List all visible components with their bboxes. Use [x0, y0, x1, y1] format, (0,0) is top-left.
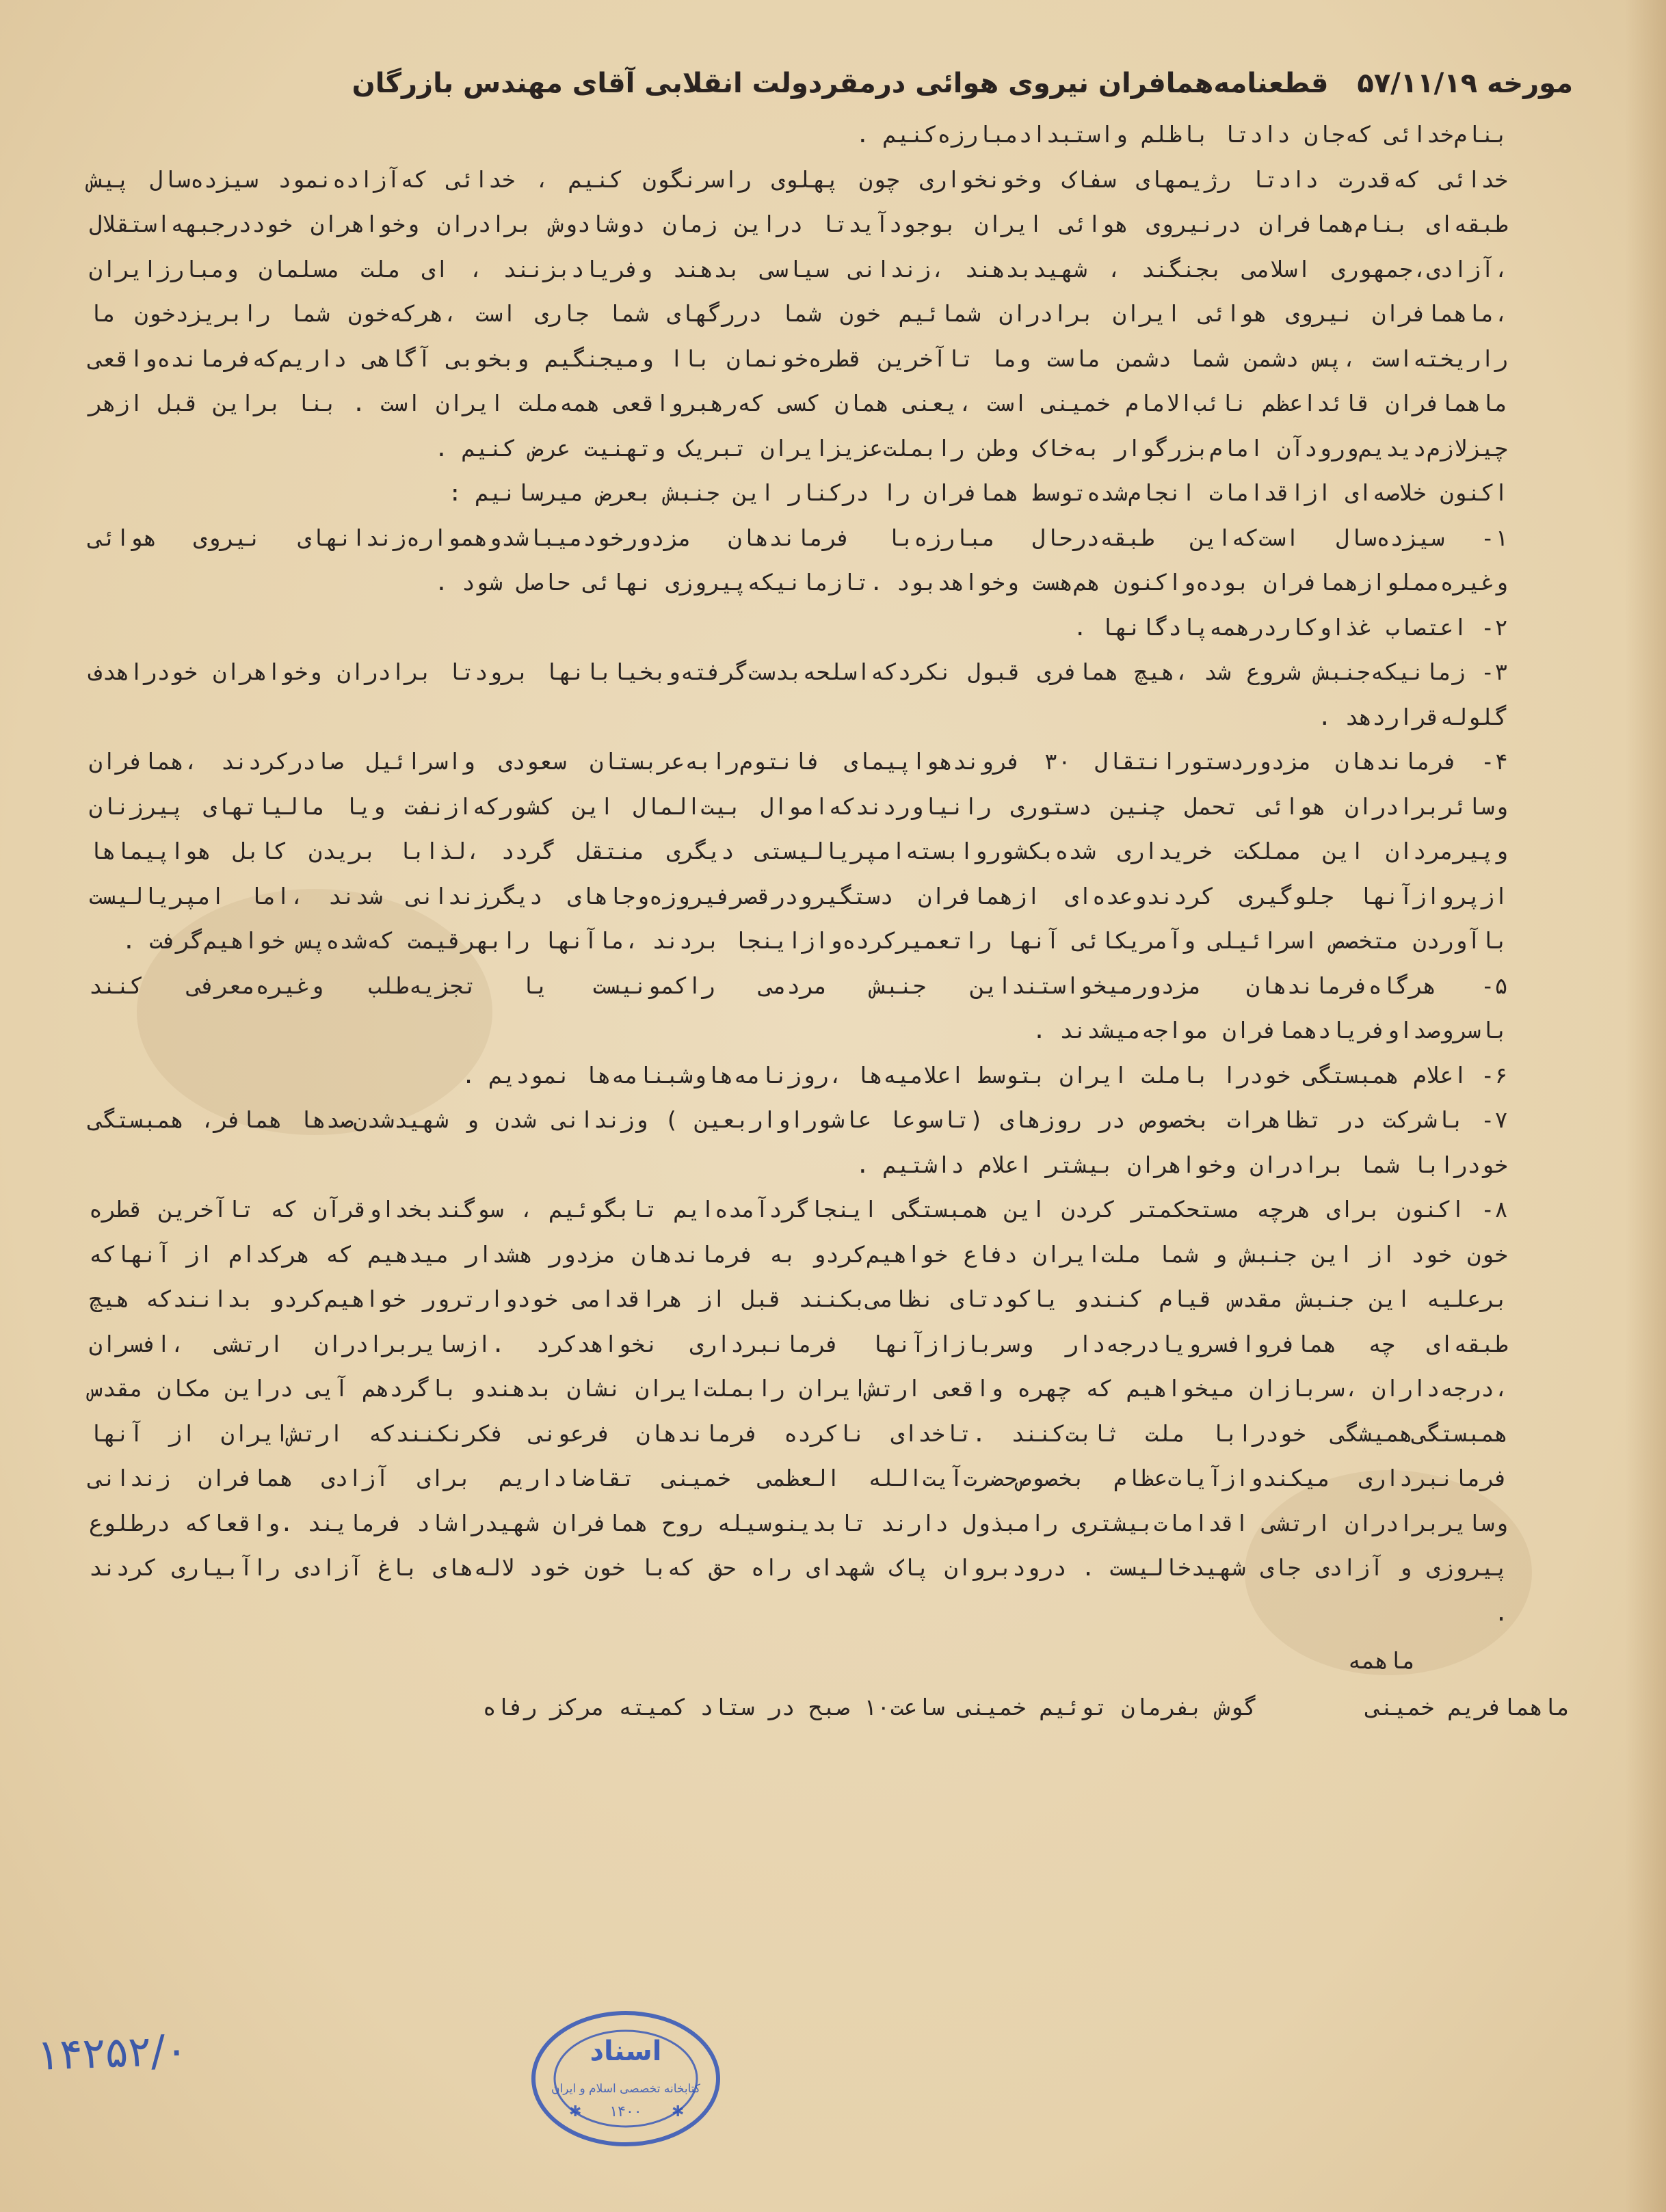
- footer-line: [89, 1684, 1573, 1731]
- paragraph-intro: خدائی که‌قدرت دادتا رژیمهای سفاک وخونخواری چون پهلوی راسرنگون کنیم ، خدائی که‌آزاده‌نمود سیزده‌سال پیش طبقه‌ای بنام‌همافران درنیروی هوائی ایران بوجودآیدتا دراین زمان دوشادوش برادران وخواهران خوددرجبهه‌استقلال ،آزادی،جمهوری اسلامی بجنگند ، شهیدبدهند ،زندانی سیاسی بدهند وفریادبزنند ، ای ملت مسلمان ومبارزایران ،ماهمافران نیروی هوائی ایران برادران شمائیم خون شما دررگهای شما جاری است ،هرکه‌خون شما رابریزدخون ما راریخته‌است ،پس دشمن شما دشمن ماست وما تاآخرین قطره‌خونمان باا ومیجنگیم وبخوبی آگاهی داریم‌که‌فرمانده‌واقعی ماهمافران قائداعظم نائب‌الامام خمینی است ،یعنی همان کسی که‌رهبرواقعی همه‌ملت ایران است . بنا براین قبل ازهر چیزلازم‌دیدیم‌ورودآن امام‌بزرگوار به‌خاک وطن رابملت‌عزیزایران تبریک وتهنیت عرض کنیم .: [89, 165, 1508, 462]
- paper-edge-shadow: [1625, 0, 1666, 2212]
- footer-slogan-2: گوش بفرمان توئیم خمینی: [958, 1694, 1258, 1720]
- paragraph-item-1: ۱- سیزده‌سال است‌که‌این طبقه‌درحال مبارزه‌با فرماندهان مزدورخودمیباشدوهمواره‌زندانهای نیروی هوائی وغیره‌مملوازهمافران بوده‌واکنون هم‌هست وخواهدبود .تازمانیکه‌پیروزی نهائی حاصل شود .: [89, 524, 1508, 596]
- stamp-ring-text: کتابخانه تخصصی اسلام و ایران: [551, 2082, 700, 2096]
- paragraph-summary-lead: اکنون خلاصه‌ای ازاقدامات انجام‌شده‌توسط همافران را درکنار این جنبش بعرض میرسانیم :: [448, 479, 1508, 506]
- footer-meeting-info: ساعت۱۰ صبح در ستاد کمیته مرکز رفاه: [482, 1694, 945, 1720]
- stamp-star-icon: ✱: [569, 2103, 582, 2120]
- stamp-year: ۱۴۰۰: [609, 2103, 642, 2120]
- paragraph-item-5: ۵- هرگاه‌فرماندهان مزدورمیخواستنداین جنبش مردمی راکمونیست یا تجزیه‌طلب وغیره‌معرفی کنند باسروصداوفریادهمافران مواجه‌میشدند .: [89, 972, 1508, 1043]
- document-date: مورخه ۵۷/۱۱/۱۹: [1357, 68, 1573, 99]
- document-title: قطعنامه‌همافران نیروی هوائی درمقردولت انقلابی آقای مهندس بازرگان: [352, 68, 1329, 99]
- salutation: بنام‌خدائی که‌جان دادتا باظلم واستبدادمبارزه‌کنیم .: [856, 121, 1508, 148]
- stamp-title: اسناد: [590, 2036, 662, 2067]
- handwritten-archive-number: ۱۴۲۵۲/۰: [36, 2025, 189, 2080]
- paragraph-item-3: ۳- زمانیکه‌جنبش شروع شد ،هیچ همافری قبول نکردکه‌اسلحه‌بدست‌گرفته‌وبخیابانها برودتا برادران وخواهران خودراهدف گلوله‌قراردهد .: [89, 658, 1508, 730]
- document-body: [89, 59, 1573, 1731]
- paragraph-item-7: ۷- باشرکت در تظاهرات بخصوص در روزهای (تاسوعا عاشوراواربعین ) وزندانی شدن و شهیدشدن‌صدها همافر، همبستگی خودرابا شما برادران وخواهران بیشتر اعلام داشتیم .: [89, 1106, 1508, 1178]
- paragraph-item-2: ۲- اعتصاب غذاوکاردرهمه‌پادگانها .: [1073, 613, 1508, 641]
- paragraph-item-4: ۴- فرماندهان مزدوردستورانتقال ۳۰ فروندهواپیمای فانتوم‌رابه‌عربستان سعودی واسرائیل صادرکردند ،همافران وسائربرادران هوائی تحمل چنین دستوری رانیاوردندکه‌اموال بیت‌المال این کشورکه‌ازنفت ویا مالیاتهای پیرزنان وپیرمردان این مملکت خریداری شده‌بکشوروابسته‌امپریالیستی دیگری منتقل گردد ،لذابا بریدن کابل هواپیماها ازپروازآنها جلوگیری کردندوعده‌ای ازهمافران دستگیرودرقصرفیروزه‌وجاهای دیگرزندانی شدند ،اما امپریالیست باآوردن متخصص اسرائیلی وآمریکائی آنها راتعمیرکرده‌وازاینجا بردند ،ماآنها رابهرقیمت که‌شده‌پس خواهیم‌گرفت .: [89, 748, 1508, 954]
- document-header: [89, 59, 1573, 108]
- footer-slogan-1: ماهمافریم خمینی: [1366, 1694, 1570, 1720]
- stamp-star-icon: ✱: [672, 2103, 685, 2120]
- paragraph-item-6: ۶- اعلام همبستگی خودرا باملت ایران بتوسط اعلامیه‌ها ،روزنامه‌هاوشبنامه‌ها نمودیم .: [462, 1061, 1508, 1089]
- signoff: ماهمه: [1347, 1647, 1416, 1674]
- paragraph-item-8: ۸- اکنون برای هرچه مستحکمتر کردن این همبستگی اینجاگردآمده‌ایم تابگوئیم ، سوگندبخداوقرآن که تاآخرین قطره خون خود از این جنبش و شما ملت‌ایران دفاع خواهیم‌کردو به فرماندهان مزدور هشدار میدهیم که هرکدام از آنهاکه برعلیه این جنبش مقدس قیام کنندو یاکودتای نظامی‌بکنند قبل از هراقدامی خودوارترور خواهیم‌کردو بدانندکه هیچ طبقه‌ای چه همافروافسرویادرجه‌دار وسربازازآنها فرمانبرداری نخواهدکرد .ازسایربرادران ارتشی ،افسران ،درجه‌داران ،سربازان میخواهیم که چهره واقعی ارتش‌ایران رابملت‌ایران نشان بدهندو باگردهم آیی دراین مکان مقدس همبستگی‌همیشگی خودرابا ملت ثابت‌کنند .تاخدای ناکرده فرماندهان فرعونی فکرنکنندکه ارتش‌ایران از آنها فرمانبرداری میکندوازآیات‌عظام بخصوص‌حضرت‌آیت‌الله العظمی خمینی تقاضاداریم برای آزادی همافران زندانی وسایربرادران ارتشی اقدامات‌بیشتری رامبذول دارند تابدینوسیله روح همافران شهیدراشاد فرمایند .واقعاکه درطلوع پیروزی و آزادی جای شهیدخالیست . درودبروان پاک شهدای راه حق که‌با خون خود لاله‌های باغ آزادی راآبیاری کردند .: [89, 1196, 1508, 1626]
- archive-stamp: [527, 2007, 725, 2150]
